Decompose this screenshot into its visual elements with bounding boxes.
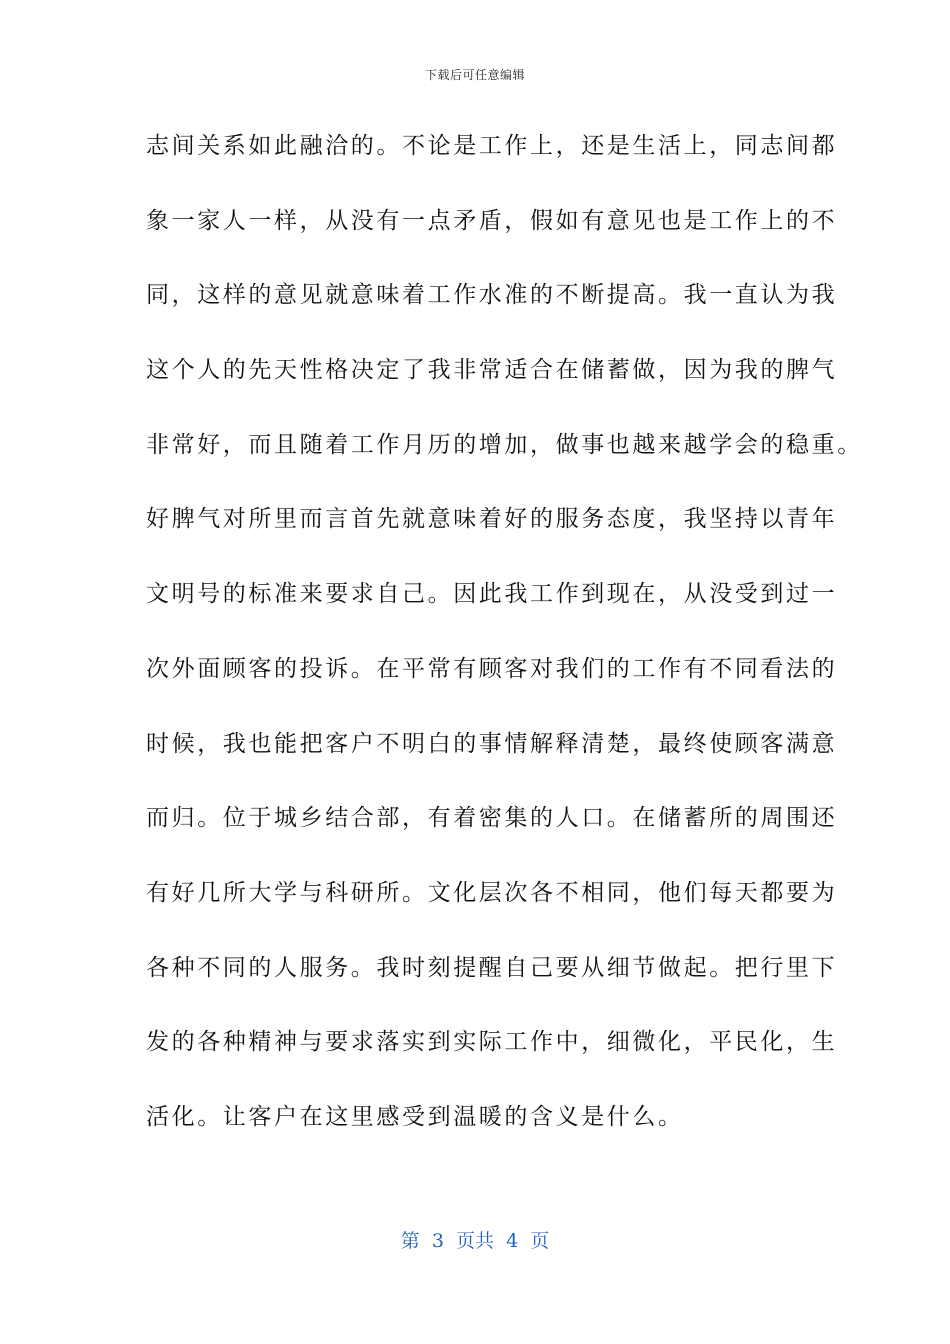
text-line: 各种不同的人服务。我时刻提醒自己要从细节做起。把行里下 (146, 954, 838, 981)
text-line: 志间关系如此融洽的。不论是工作上，还是生活上，同志间都 (146, 133, 838, 159)
text-line: 好脾气对所里而言首先就意味着好的服务态度，我坚持以青年 (146, 506, 838, 533)
body-text (146, 120, 863, 1166)
text-line: 次外面顾客的投诉。在平常有顾客对我们的工作有不同看法的 (146, 655, 838, 682)
text-line: 而归。位于城乡结合部，有着密集的人口。在储蓄所的周围还 (146, 805, 838, 832)
text-line: 有好几所大学与科研所。文化层次各不相同，他们每天都要为 (146, 879, 838, 906)
text-line: 非常好，而且随着工作月历的增加，做事也越来越学会的稳重。 (146, 431, 863, 458)
text-line: 时候，我也能把客户不明白的事情解释清楚，最终使顾客满意 (146, 730, 838, 757)
page-header: 下载后可任意编辑 (424, 68, 525, 82)
text-line: 象一家人一样，从没有一点矛盾，假如有意见也是工作上的不 (146, 207, 838, 234)
text-line: 这个人的先天性格决定了我非常适合在储蓄做，因为我的脾气 (146, 357, 838, 384)
text-line: 同，这样的意见就意味着工作水准的不断提高。我一直认为我 (146, 282, 838, 309)
text-line: 发的各种精神与要求落实到实际工作中，细微化，平民化，生 (146, 1029, 838, 1056)
text-line: 文明号的标准来要求自己。因此我工作到现在，从没受到过一 (146, 581, 838, 608)
page-number-footer: 第 3 页共 4 页 (400, 1230, 550, 1252)
text-line: 活化。让客户在这里感受到温暖的含义是什么。 (146, 1103, 684, 1130)
